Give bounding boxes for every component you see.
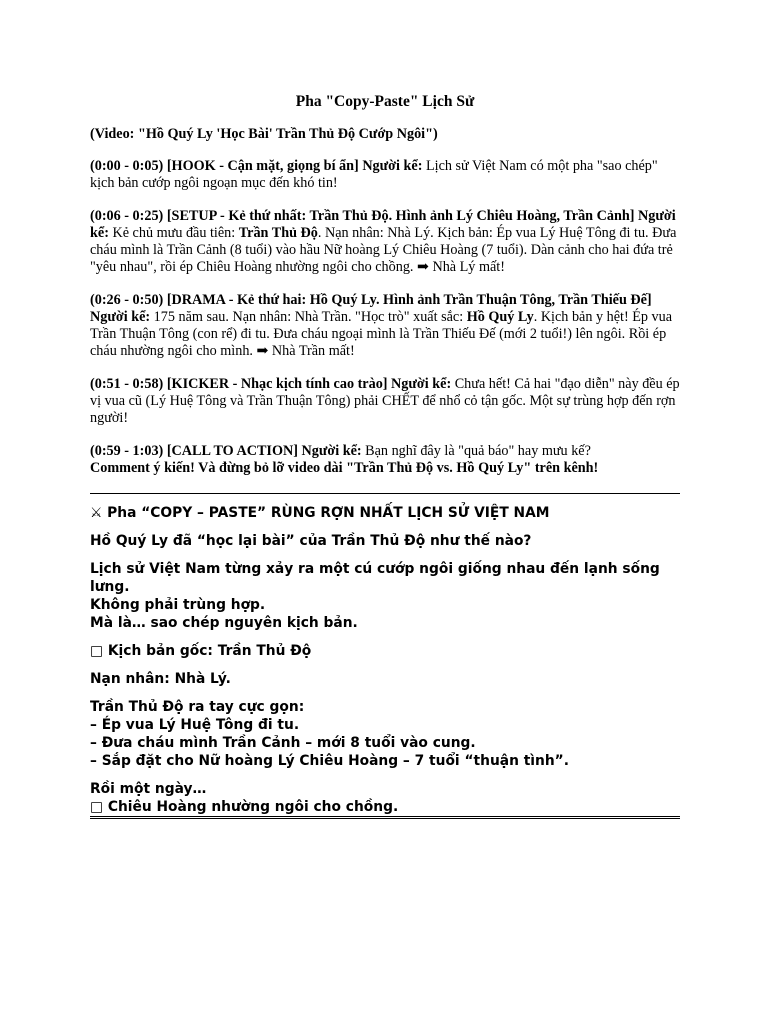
section-heading: (0:26 - 0:50) [DRAMA - Kẻ thứ hai: Hồ Quý Ly. Hình ảnh Trần Thuận Tông, Trần Thiếu Đế] Người kể: <box>90 292 652 325</box>
document-page <box>90 92 680 819</box>
section-heading: (0:06 - 0:25) [SETUP - Kẻ thứ nhất: Trần Thủ Độ. Hình ảnh Lý Chiêu Hoàng, Trần Cảnh] Người kể: <box>90 208 676 241</box>
section-heading: (0:59 - 1:03) [CALL TO ACTION] Người kể: <box>90 443 362 459</box>
post-intro-line: Mà là… sao chép nguyên kịch bản. <box>90 615 358 631</box>
post-victim: Nạn nhân: Nhà Lý. <box>90 671 231 687</box>
section-body: . Nạn nhân: Nhà Lý. Kịch bản: Ép vua Lý Huệ Tông đi tu. Đưa cháu mình là Trần Cảnh (8 tuổi) vào hầu Nữ hoàng Lý Chiêu Hoàng (7 tuổi). Dàn cảnh cho hai đứa trẻ "yêu nhau", rồi ép Chiêu Hoàng nhường ngôi cho chồng. ➡ Nhà Lý mất! <box>90 225 677 275</box>
highlighted-name: Hồ Quý Ly <box>466 309 534 325</box>
post-plan-title: Trần Thủ Độ ra tay cực gọn: <box>90 699 305 715</box>
script-section-drama <box>90 292 680 360</box>
post-ending-line: □ Chiêu Hoàng nhường ngôi cho chồng. <box>90 799 399 815</box>
highlighted-name: Trần Thủ Độ <box>238 225 318 241</box>
post-intro <box>90 560 680 632</box>
divider <box>90 493 680 494</box>
script-section-cta <box>90 443 680 477</box>
post-ending-line: Rồi một ngày… <box>90 781 207 797</box>
section-heading: (0:00 - 0:05) [HOOK - Cận mặt, giọng bí ẩn] Người kể: <box>90 158 423 174</box>
post-intro-line: Lịch sử Việt Nam từng xảy ra một cú cướp ngôi giống nhau đến lạnh sống lưng. <box>90 561 660 595</box>
section-body: 175 năm sau. Nạn nhân: Nhà Trần. "Học trò" xuất sắc: <box>150 309 467 325</box>
script-section-setup <box>90 208 680 276</box>
post-intro-line: Không phải trùng hợp. <box>90 597 266 613</box>
post-ending <box>90 780 680 816</box>
social-post <box>90 504 680 816</box>
section-body: Chưa hết! Cả hai "đạo diễn" này đều ép vị vua cũ (Lý Huệ Tông và Trần Thuận Tông) phải CHẾT để nhổ cỏ tận gốc. Một sự trùng hợp đến rợn người! <box>90 376 680 426</box>
script-section-kicker <box>90 376 680 427</box>
post-plan-item: – Ép vua Lý Huệ Tông đi tu. <box>90 717 300 733</box>
section-body: . Kịch bản y hệt! Ép vua Trần Thuận Tông (con rể) đi tu. Đưa cháu ngoại mình là Trần Thiếu Đế (mới 2 tuổi!) lên ngôi. Rồi ép cháu nhường ngôi cho mình. ➡ Nhà Trần mất! <box>90 309 673 359</box>
video-subtitle: (Video: "Hồ Quý Ly 'Học Bài' Trần Thủ Độ Cướp Ngôi") <box>90 126 438 142</box>
section-body: Lịch sử Việt Nam có một pha "sao chép" kịch bản cướp ngôi ngoạn mục đến khó tin! <box>90 158 658 191</box>
post-plan-item: – Đưa cháu mình Trần Cảnh – mới 8 tuổi vào cung. <box>90 735 476 751</box>
script-section-hook <box>90 158 680 192</box>
bottom-divider <box>90 816 680 819</box>
post-headline: ⚔ Pha “COPY – PASTE” RÙNG RỢN NHẤT LỊCH SỬ VIỆT NAM <box>90 505 550 521</box>
post-question: Hồ Quý Ly đã “học lại bài” của Trần Thủ Độ như thế nào? <box>90 533 532 549</box>
section-body: Kẻ chủ mưu đầu tiên: <box>108 225 239 241</box>
post-script-title: □ Kịch bản gốc: Trần Thủ Độ <box>90 643 312 659</box>
post-plan-item: – Sắp đặt cho Nữ hoàng Lý Chiêu Hoàng – 7 tuổi “thuận tình”. <box>90 753 569 769</box>
call-to-action-text: Comment ý kiến! Và đừng bỏ lỡ video dài "Trần Thủ Độ vs. Hồ Quý Ly" trên kênh! <box>90 460 599 476</box>
section-body: Bạn nghĩ đây là "quả báo" hay mưu kế? <box>361 443 591 459</box>
section-heading: (0:51 - 0:58) [KICKER - Nhạc kịch tính cao trào] Người kể: <box>90 376 452 392</box>
document-title: Pha "Copy-Paste" Lịch Sử <box>295 93 475 110</box>
post-plan <box>90 698 680 770</box>
